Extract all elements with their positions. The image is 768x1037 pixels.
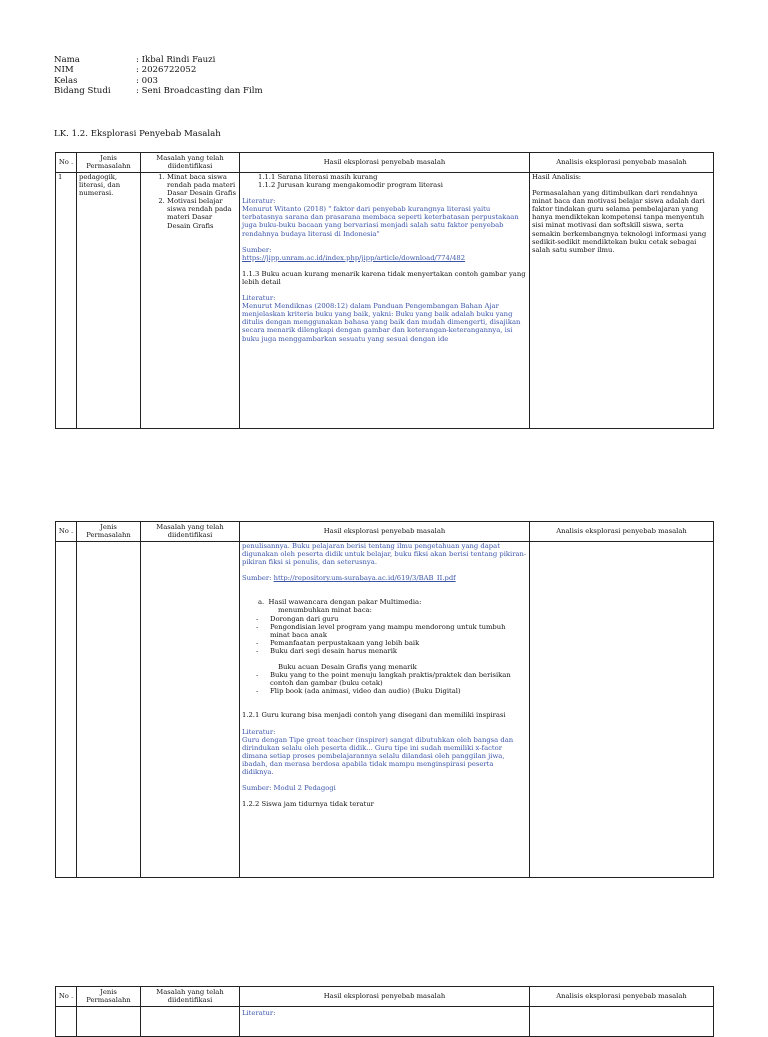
item-1-1-1: 1.1.1 Sarana literasi masih kurang: [258, 173, 378, 181]
masalah-item: 1. Minat baca siswa rendah pada materi Dasar Desain Grafis: [167, 173, 237, 197]
item-1-1-2: 1.1.2 Jurusan kurang mengakomodir program literasi: [258, 181, 443, 190]
cell-masalah: [141, 173, 240, 429]
header-hasil: Hasil eksplorasi penyebab masalah: [240, 987, 530, 1007]
header-hasil: Hasil eksplorasi penyebab masalah: [240, 153, 530, 173]
masalah-item: 2. Motivasi belajar siswa rendah pada materi Dasar Desain Grafis: [167, 197, 237, 229]
list-item: - Buku dari segi desain harus menarik: [242, 647, 527, 655]
literatur-text: Menurut Mendiknas (2008:12) dalam Panduan Pengembangan Bahan Ajar menjelaskan kriteria buku yang baik, yakni: Buku yang baik adalah buku yang ditulis dengan menggunakan bahasa yang baik dan mudah dimengerti, disajikan secara menarik dilengkapi dengan gambar dan keterangan-keterangannya, isi buku juga menggambarkan sesuatu yang sesuai dengan ide: [242, 302, 521, 343]
header-no: No .: [56, 522, 77, 542]
header-hasil: Hasil eksplorasi penyebab masalah: [240, 522, 530, 542]
analisis-title: Hasil Analisis:: [532, 173, 582, 181]
table-row: [56, 542, 714, 878]
wawancara-title: Hasil wawancara dengan pakar Multimedia:: [268, 598, 422, 607]
list-item: - Buku yang to the point menuju langkah praktis/praktek dan berisikan contoh dan gambar (buku cetak): [242, 671, 527, 687]
buku-title: Buku acuan Desain Grafis yang menarik: [278, 663, 417, 672]
header-analisis: Analisis eksplorasi penyebab masalah: [530, 522, 714, 542]
header-analisis: Analisis eksplorasi penyebab masalah: [530, 153, 714, 173]
identity-block: [54, 55, 263, 97]
value-nim: : 2026722052: [136, 65, 197, 76]
item-1-2-2: 1.2.2 Siswa jam tidurnya tidak teratur: [242, 800, 374, 809]
value-kelas: : 003: [136, 75, 159, 86]
sumber-link[interactable]: http://repository.um-surabaya.ac.id/619/3/BAB_II.pdf: [273, 574, 456, 583]
sumber-label: Sumber:: [242, 245, 272, 254]
list-item: - Pengondisian level program yang mampu mendorong untuk tumbuh minat baca anak: [242, 623, 527, 639]
item-1-2-1: 1.2.1 Guru kurang bisa menjadi contoh yang disegani dan memiliki inspirasi: [242, 711, 506, 720]
table-header: [56, 153, 714, 173]
literatur-text: Guru dengan Tipe great teacher (inspirer) sangat dibutuhkan oleh bangsa dan dirindukan selalu oleh peserta didik... Guru tipe ini sudah memiliki x-factor dimana setiap proses pembelajarannya selalu dilandasi oleh panggilan jiwa, ibadah, dan merasa berdosa apabila tidak mampu menginspirasi peserta didiknya.: [242, 735, 514, 776]
literatur-label: Literatur:: [242, 727, 276, 736]
analisis-text: Permasalahan yang ditimbulkan dari rendahnya minat baca dan motivasi belajar siswa adalah dari faktor tindakan guru selama pembelajaran yang hanya mendiktekan kompetensi tanpa menyentuh sisi minat motivasi dan softskill siswa, serta semakin berkembangnya teknologi informasi yang sedikit-sedikit mendiktekan buku cetak sebagai salah satu sumber ilmu.: [532, 189, 707, 254]
table-header: [56, 522, 714, 542]
section-title: LK. 1.2. Eksplorasi Penyebab Masalah: [54, 129, 221, 139]
sumber-link[interactable]: https://jipp.unram.ac.id/index.php/jipp/article/download/774/482: [242, 253, 466, 262]
table-page-1: [55, 152, 714, 429]
continued-text: penulisannya. Buku pelajaran berisi tentang ilmu pengetahuan yang dapat digunakan oleh peserta didik untuk belajar, buku fiksi akan berisi tentang pikiran-pikiran fiksi si penulis, dan seterusnya.: [242, 542, 527, 567]
literatur-label: Literatur:: [242, 1009, 276, 1017]
literatur-label: Literatur:: [242, 197, 276, 206]
cell-no: 1: [56, 173, 77, 429]
cell-hasil: [240, 173, 530, 429]
header-masalah: Masalah yang telah diidentifikasi: [141, 522, 240, 542]
label-bidang: Bidang Studi: [54, 86, 111, 97]
header-masalah: Masalah yang telah diidentifikasi: [141, 153, 240, 173]
table-page-3: [55, 986, 714, 1037]
header-analisis: Analisis eksplorasi penyebab masalah: [530, 987, 714, 1007]
cell-analisis: [530, 173, 714, 429]
list-item: - Pemanfaatan perpustakaan yang lebih baik: [242, 639, 527, 647]
value-bidang: : Seni Broadcasting dan Film: [136, 86, 263, 97]
table-page-2: [55, 521, 714, 878]
literatur-text: Menurut Witanto (2018) " faktor dari penyebab kurangnya literasi yaitu terbatasnya sarana dan prasarana membaca seperti keterbatasan perpustakaan juga buku-buku bacaan yang bervariasi menjadi salah satu faktor penyebab rendahnya budaya literasi di Indonesia": [242, 205, 519, 238]
label-nama: Nama: [54, 55, 80, 65]
header-masalah: Masalah yang telah diidentifikasi: [141, 987, 240, 1007]
table-row: [56, 1007, 714, 1037]
sumber-text: Sumber: Modul 2 Pedagogi: [242, 784, 336, 793]
list-item: - Dorongan dari guru: [242, 615, 527, 623]
header-jenis: Jenis Permasalahn: [77, 153, 141, 173]
cell-hasil: [240, 1007, 530, 1037]
list-item: - Flip book (ada animasi, video dan audio) (Buku Digital): [242, 687, 527, 695]
cell-hasil: penulisannya. Buku pelajaran berisi tentang ilmu pengetahuan yang dapat digunakan oleh peserta didik untuk belajar, buku fiksi akan berisi tentang pikiran-pikiran fiksi si penulis, dan seterusnya. Sumber: http://repository.um-surabaya.ac.id/619/3/BAB_II.pdf a. Hasil wawancara dengan pakar Multimedia: menumbuhkan minat baca: - Dorongan dari guru - Pengondisian level program yang mampu mendorong untuk tumbuh minat baca anak - Pemanfaatan perpustakaan yang lebih baik - Buku dari segi desain harus menarik Buku acuan Desain Grafis yang menarik - Buku yang to the point menuju langkah praktis/praktek dan berisikan contoh dan gambar (buku cetak) - Flip book (ada animasi, video dan audio) (Buku Digital) 1.2.1 Guru kurang bisa menjadi contoh yang disegani dan memiliki inspirasi Literatur: Guru dengan Tipe great teacher (inspirer) sangat dibutuhkan oleh bangsa dan dirindukan selalu oleh peserta didik... Guru tipe ini sudah memiliki x-factor dimana setiap proses pembelajarannya selalu dilandasi oleh panggilan jiwa, ibadah, dan merasa berdosa apabila tidak mampu menginspirasi peserta didiknya. Sumber: Modul 2 Pedagogi 1.2.2 Siswa jam tidurnya tidak teratur: [240, 542, 530, 878]
label-nim: NIM: [54, 65, 74, 76]
header-no: No .: [56, 153, 77, 173]
table-header: [56, 987, 714, 1007]
label-kelas: Kelas: [54, 75, 78, 86]
item-1-1-3: 1.1.3 Buku acuan kurang menarik karena tidak menyertakan contoh gambar yang lebih detail: [242, 269, 526, 286]
value-nama: : Ikbal Rindi Fauzi: [136, 55, 216, 65]
literatur-label: Literatur:: [242, 294, 276, 303]
wawancara-sub: menumbuhkan minat baca:: [278, 606, 372, 615]
table-row: [56, 173, 714, 429]
cell-jenis: pedagogik, literasi, dan numerasi.: [77, 173, 141, 429]
header-jenis: Jenis Permasalahn: [77, 987, 141, 1007]
header-jenis: Jenis Permasalahn: [77, 522, 141, 542]
sumber-label: Sumber:: [242, 574, 272, 583]
header-no: No .: [56, 987, 77, 1007]
